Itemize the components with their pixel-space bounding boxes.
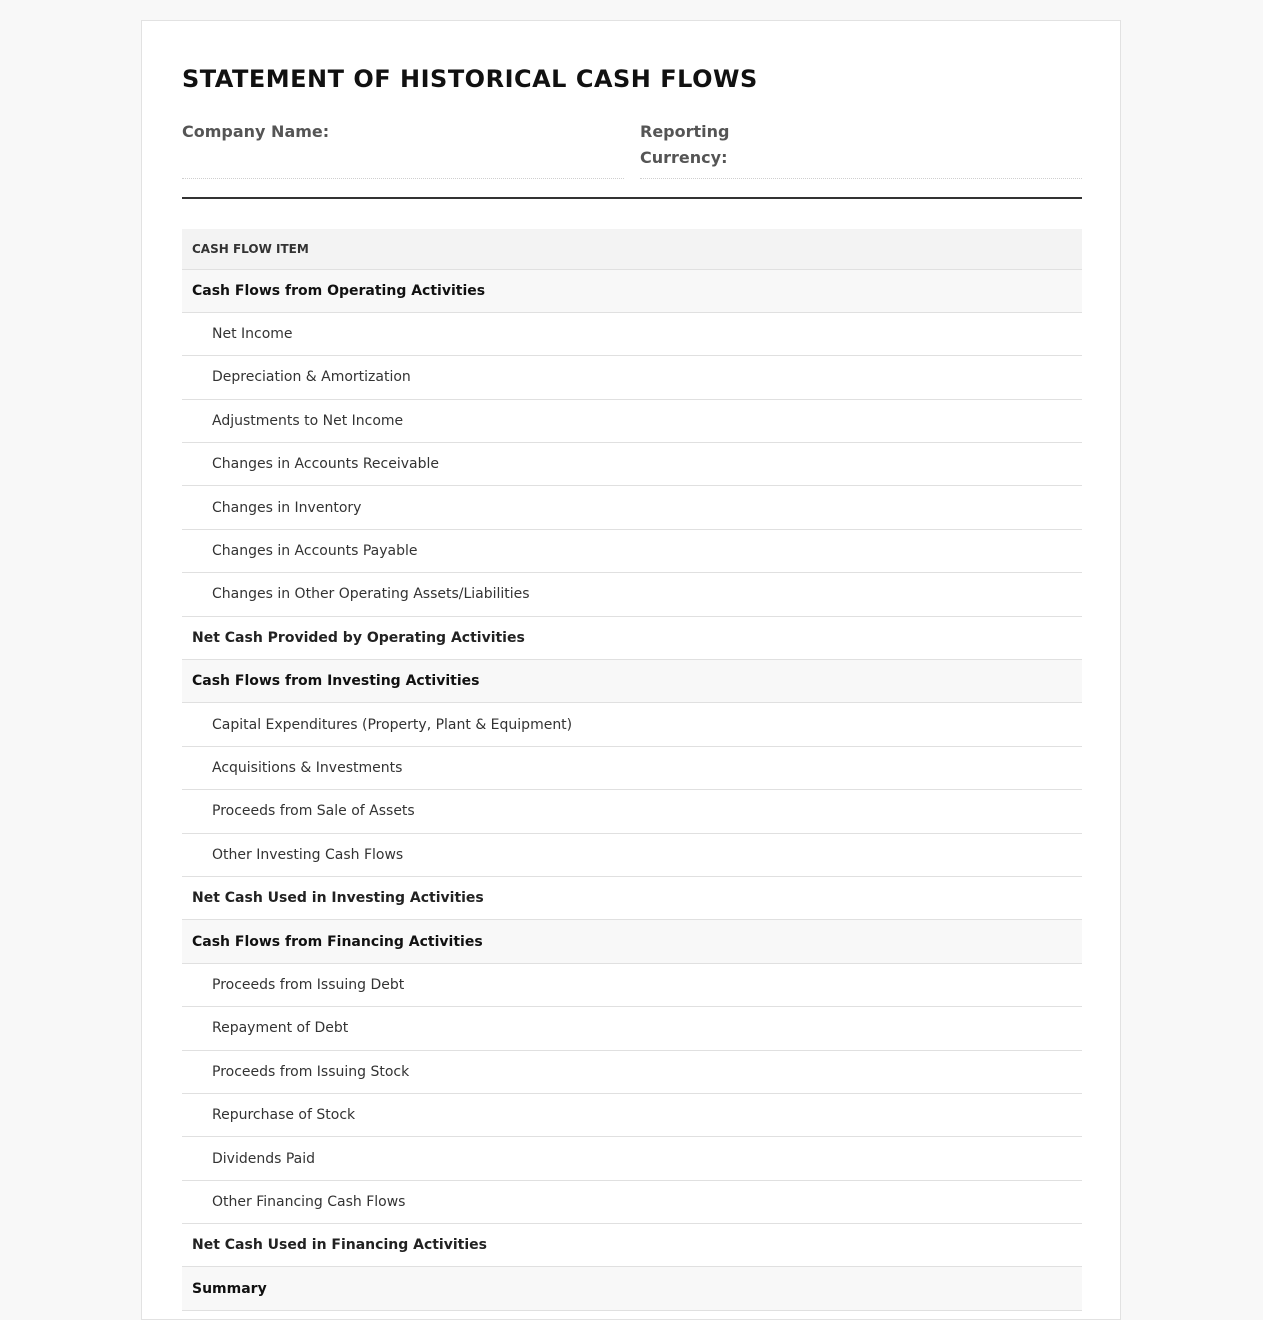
- section-header-row: [182, 1267, 1082, 1310]
- document-page: [141, 20, 1121, 1320]
- table-row: [182, 573, 1082, 616]
- section-header-row: [182, 269, 1082, 312]
- document-title: STATEMENT OF HISTORICAL CASH FLOWS: [182, 65, 758, 93]
- total-row: [182, 876, 1082, 919]
- total-label: Net Cash Provided by Operating Activities: [182, 616, 1082, 659]
- section-header-row: [182, 920, 1082, 963]
- section-label: Cash Flows from Investing Activities: [182, 660, 1082, 703]
- item-label: Repurchase of Stock: [182, 1093, 1082, 1136]
- company-name-label: Company Name:: [182, 122, 330, 141]
- table-row: [182, 703, 1082, 746]
- table-row: [182, 1093, 1082, 1136]
- total-row: [182, 616, 1082, 659]
- reporting-currency-field[interactable]: [640, 119, 1082, 179]
- table-row: [182, 963, 1082, 1006]
- table-row: [182, 443, 1082, 486]
- section-label: Cash Flows from Financing Activities: [182, 920, 1082, 963]
- table-row: [182, 486, 1082, 529]
- item-label: Depreciation & Amortization: [182, 356, 1082, 399]
- item-label: Proceeds from Issuing Debt: [182, 963, 1082, 1006]
- table-row: [182, 1180, 1082, 1223]
- table-row: [182, 399, 1082, 442]
- item-label: Proceeds from Issuing Stock: [182, 1050, 1082, 1093]
- table-row: [182, 1007, 1082, 1050]
- table-row: [182, 833, 1082, 876]
- section-header-row: [182, 660, 1082, 703]
- table-header-row: [182, 229, 1082, 269]
- section-label: Cash Flows from Operating Activities: [182, 269, 1082, 312]
- section-label: Summary: [182, 1267, 1082, 1310]
- reporting-currency-label: Reporting Currency:: [640, 122, 730, 167]
- table-row: [182, 356, 1082, 399]
- table-row: [182, 529, 1082, 572]
- item-label: Changes in Other Operating Assets/Liabilities: [182, 573, 1082, 616]
- item-label: Changes in Accounts Receivable: [182, 443, 1082, 486]
- item-label: Capital Expenditures (Property, Plant & Equipment): [182, 703, 1082, 746]
- cash-flow-table: [182, 229, 1082, 1311]
- table-row: [182, 1050, 1082, 1093]
- table-row: [182, 1137, 1082, 1180]
- item-label: Repayment of Debt: [182, 1007, 1082, 1050]
- item-label: Adjustments to Net Income: [182, 399, 1082, 442]
- item-label: Changes in Accounts Payable: [182, 529, 1082, 572]
- total-label: Net Cash Used in Investing Activities: [182, 876, 1082, 919]
- total-label: Net Cash Used in Financing Activities: [182, 1224, 1082, 1267]
- table-row: [182, 790, 1082, 833]
- item-label: Net Income: [182, 312, 1082, 355]
- item-label: Dividends Paid: [182, 1137, 1082, 1180]
- total-row: [182, 1224, 1082, 1267]
- item-label: Proceeds from Sale of Assets: [182, 790, 1082, 833]
- table-row: [182, 312, 1082, 355]
- header-divider: [182, 197, 1082, 199]
- item-label: Other Investing Cash Flows: [182, 833, 1082, 876]
- column-header-cash-flow-item: CASH FLOW ITEM: [182, 229, 1082, 269]
- item-label: Other Financing Cash Flows: [182, 1180, 1082, 1223]
- item-label: Changes in Inventory: [182, 486, 1082, 529]
- table-row: [182, 746, 1082, 789]
- item-label: Acquisitions & Investments: [182, 746, 1082, 789]
- table-body: [182, 269, 1082, 1310]
- company-name-field[interactable]: [182, 119, 624, 179]
